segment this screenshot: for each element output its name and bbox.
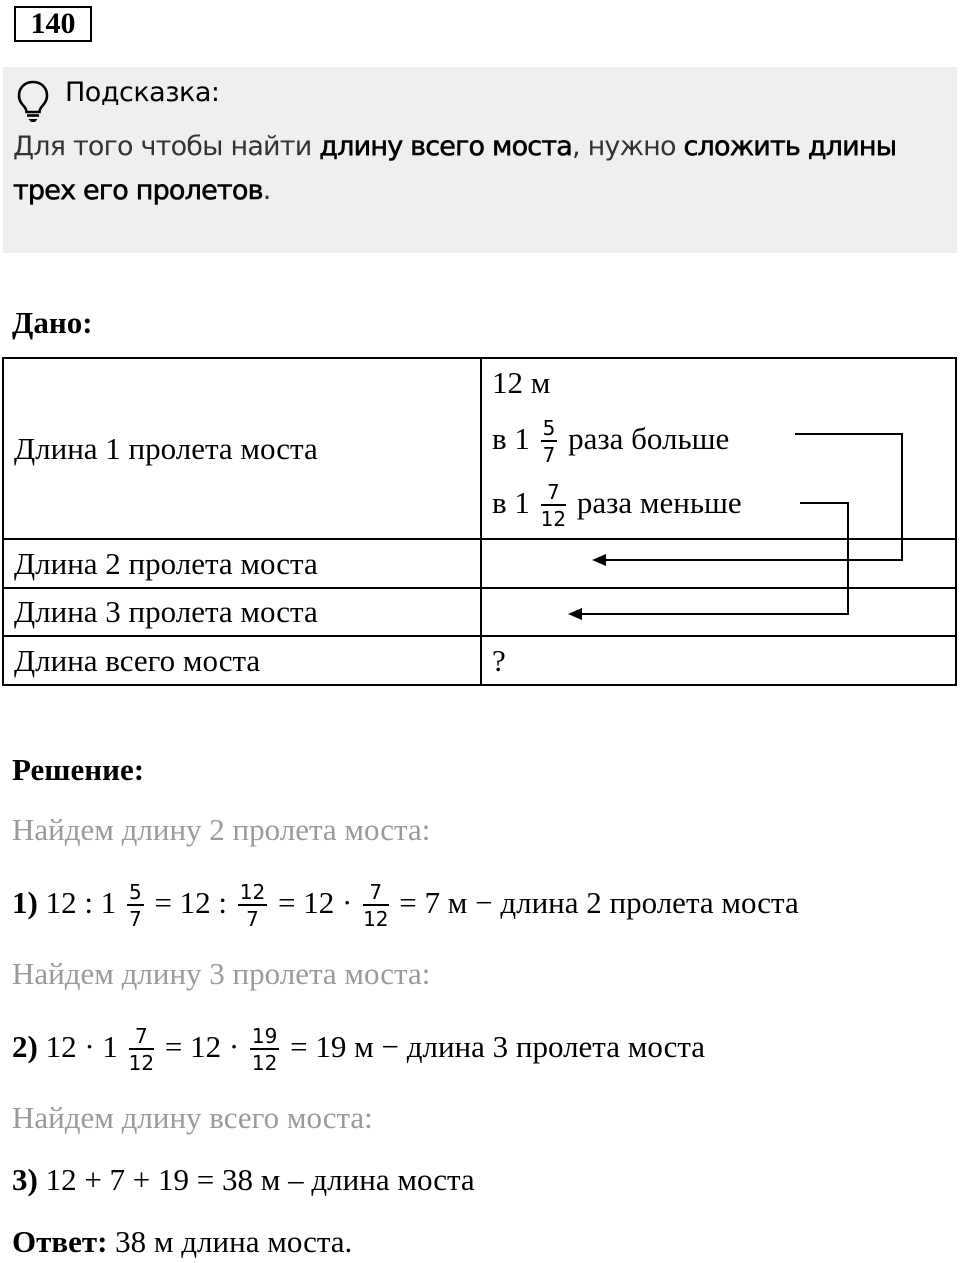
hint-title: Подсказка: xyxy=(65,77,220,108)
row1-value-2: в 1 $\frac{5}{7}$ раза больше xyxy=(492,416,730,468)
arrowhead-row3 xyxy=(568,608,582,620)
row4-value: ? xyxy=(481,636,956,685)
task-number: 140 xyxy=(14,6,92,42)
step1-intro: Найдем длину 2 пролета моста: xyxy=(12,812,431,847)
hint-text: Для того чтобы найти длину всего моста, нужно сложить длины трех его пролетов. xyxy=(13,131,897,206)
fraction: $\frac{5}{7}$ xyxy=(128,880,142,932)
arrow-to-row2 xyxy=(604,434,902,560)
fraction: $\frac{19}{12}$ xyxy=(251,1024,278,1076)
row1-value-1: 12 м xyxy=(492,365,551,400)
row1-label: Длина 1 пролета моста xyxy=(3,358,481,539)
fraction: $\frac{12}{7}$ xyxy=(239,880,266,932)
arrow-to-row3 xyxy=(580,503,848,614)
row1-value-3: в 1 $\frac{7}{12}$ раза меньше xyxy=(492,480,742,532)
step3-equation: 3) 12 + 7 + 19 = 38 м – длина моста xyxy=(12,1162,475,1197)
hint-bold-1: длину всего моста xyxy=(319,131,573,162)
step2-intro: Найдем длину 3 пролета моста: xyxy=(12,956,431,991)
hint-bold-2: сложить длины трех его пролетов xyxy=(13,131,897,206)
step3-intro: Найдем длину всего моста: xyxy=(12,1100,373,1135)
step1-equation: 1) 12 : 1 $\frac{5}{7}$ = 12 : $\frac{12}{7}$ = 12 · $\frac{7}{12}$ = 7 м − длина 2 пролета моста xyxy=(12,880,799,932)
answer: Ответ: 38 м длина моста. xyxy=(12,1224,353,1259)
arrowhead-row2 xyxy=(592,554,606,566)
step2-equation: 2) 12 · 1 $\frac{7}{12}$ = 12 · $\frac{19}{12}$ = 19 м − длина 3 пролета моста xyxy=(12,1024,706,1076)
solution-heading: Решение: xyxy=(12,752,145,787)
fraction: $\frac{5}{7}$ xyxy=(542,416,556,468)
fraction: $\frac{7}{12}$ xyxy=(540,480,567,532)
fraction: $\frac{7}{12}$ xyxy=(363,880,389,932)
fraction: $\frac{7}{12}$ xyxy=(128,1024,155,1076)
row4-label: Длина всего моста xyxy=(3,636,481,685)
given-heading: Дано: xyxy=(12,305,93,340)
row3-label: Длина 3 пролета моста xyxy=(3,588,481,636)
row2-label: Длина 2 пролета моста xyxy=(3,539,481,588)
